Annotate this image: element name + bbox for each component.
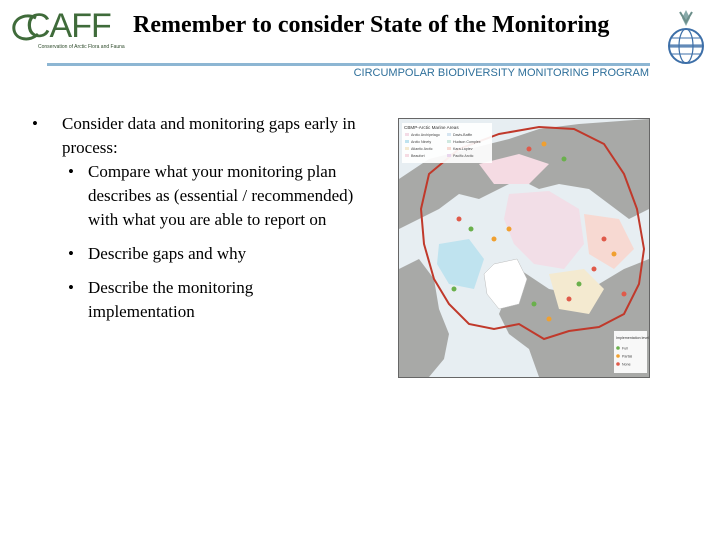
map-svg — [399, 119, 649, 377]
arctic-marine-areas-map — [398, 118, 650, 378]
bullet-dot: • — [32, 114, 38, 133]
sub-bullet-dot: • — [68, 278, 74, 297]
sub-bullet-dot: • — [68, 244, 74, 263]
sub-bullet-implementation — [30, 276, 360, 324]
map-legend-item: Pacific Arctic — [453, 154, 474, 158]
map-region-central — [504, 191, 584, 269]
globe-icon — [669, 29, 703, 63]
implementation-title: Implementation level — [616, 336, 649, 340]
map-legend-item: Hudson Complex — [453, 140, 481, 144]
page-title: Remember to consider State of the Monitoring — [133, 12, 610, 38]
implementation-level: Full — [622, 346, 628, 351]
map-legend-item: Davis-Baffin — [453, 133, 473, 137]
map-legend-item: Kara-Laptev — [453, 147, 473, 151]
sub-bullet-compare — [30, 160, 360, 232]
bullet-list — [30, 112, 360, 324]
program-name: CIRCUMPOLAR BIODIVERSITY MONITORING PROGRAM — [353, 67, 649, 79]
bullet-main — [30, 112, 360, 160]
map-legend-item: Beaufort — [411, 154, 425, 158]
map-legend-item: Arctic Ninety — [411, 140, 432, 144]
map-region-hudson — [437, 239, 484, 289]
map-legend-item: Arctic Archipelago — [411, 133, 440, 137]
header-rule — [47, 63, 650, 66]
map-region-kara — [584, 214, 634, 269]
caff-logo-text: CAFF — [26, 7, 111, 45]
sub-bullet-dot: • — [68, 162, 74, 181]
map-legend-item: Atlantic Arctic — [411, 147, 433, 151]
caff-logo-subtext: Conservation of Arctic Flora and Fauna — [38, 44, 125, 50]
sub-bullet-text: Describe the monitoring implementation — [88, 278, 254, 321]
sub-bullet-text: Compare what your monitoring plan describes as (essential / recommended) with what you are able to report on — [88, 162, 354, 229]
map-title: CBMP-Arctic Marine Areas — [404, 125, 459, 130]
implementation-level: None — [622, 362, 631, 367]
figure-icon — [680, 10, 692, 26]
bullet-main-text: Consider data and monitoring gaps early in process: — [62, 114, 356, 157]
sub-bullet-text: Describe gaps and why — [88, 244, 247, 263]
sub-bullet-gaps — [30, 242, 360, 266]
implementation-level: Partial — [622, 354, 633, 359]
map-land-west — [399, 259, 449, 377]
arctic-council-logo — [662, 8, 710, 66]
